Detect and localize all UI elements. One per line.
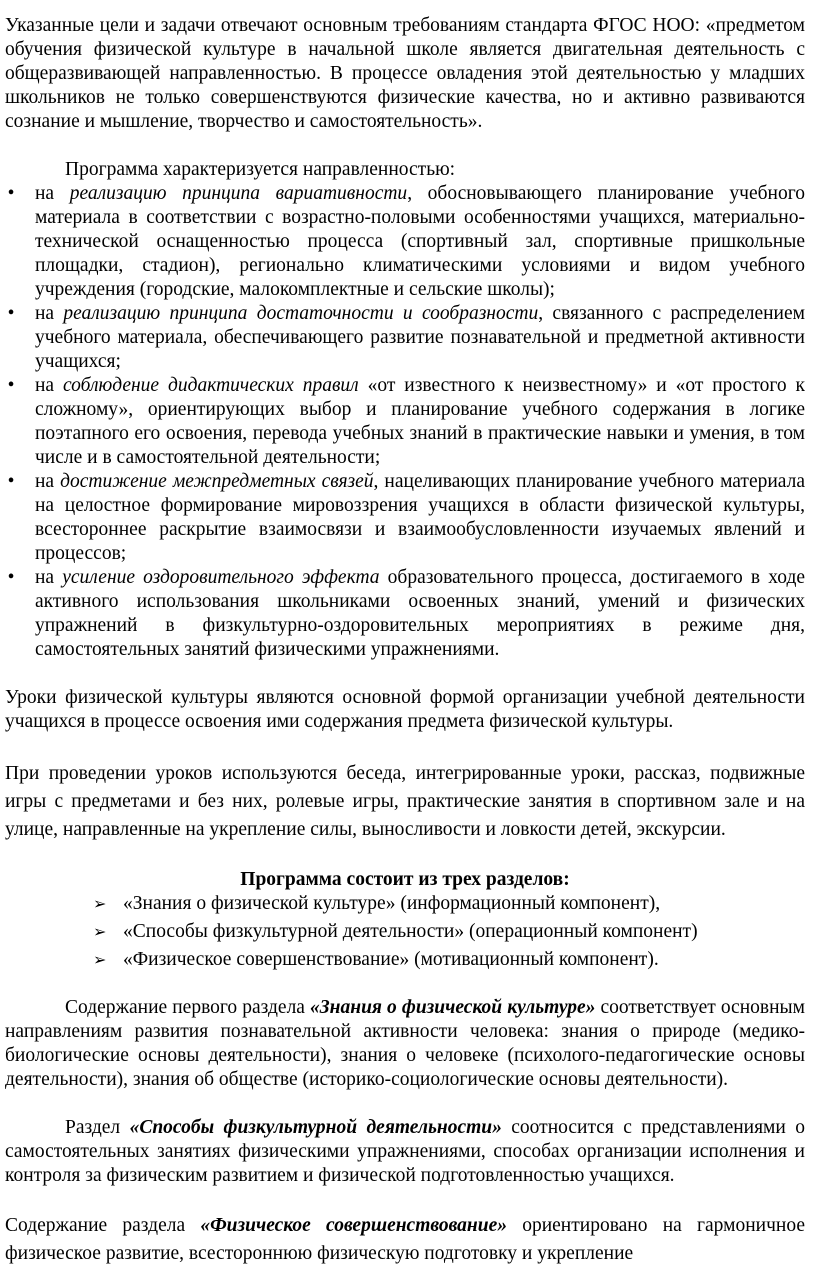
list-item: • на соблюдение дидактических правил «от известного к неизвестному» и «от простого к сложному», ориентирующих выбор и планирование учебного содержания в логике поэтапного его освоения, перевода учебных знаний в практические навыки и умения, в том числе и в самостоятельной деятельности; bbox=[5, 374, 805, 470]
arrow-bullet-icon: ➢ bbox=[93, 922, 107, 941]
arrow-bullet-icon: ➢ bbox=[93, 950, 107, 969]
list-item: • на реализацию принципа достаточности и сообразности, связанного с распределением учебного материала, обеспечивающего развитие познавательной и предметной активности учащихся; bbox=[5, 302, 805, 374]
paragraph-section-perfection: Содержание раздела «Физическое совершенствование» ориентировано на гармоничное физическое развитие, всестороннюю физическую подготовку и укрепление bbox=[5, 1215, 805, 1264]
bullet-icon: • bbox=[7, 183, 15, 204]
sections-heading: Программа состоит из трех разделов: bbox=[240, 869, 570, 890]
document-page bbox=[5, 0, 805, 1268]
focus-list bbox=[5, 182, 805, 662]
list-item: ➢ «Знания о физической культуре» (информационный компонент), bbox=[93, 893, 661, 914]
sections-list bbox=[5, 892, 805, 972]
bullet-icon: • bbox=[7, 471, 15, 492]
paragraph-lesson-methods: При проведении уроков используются беседа, интегрированные уроки, рассказ, подвижные игры с предметами и без них, ролевые игры, практические занятия в спортивном зале и на улице, направленные на укрепление силы, выносливости и ловкости детей, экскурсии. bbox=[5, 763, 805, 840]
paragraph-goals: Указанные цели и задачи отвечают основным требованиям стандарта ФГОС НОО: «предметом обучения физической культуре в начальной школе является двигательная деятельность с общеразвивающей направленностью. В процессе овладения этой деятельностью у младших школьников не только совершенствуются физические качества, но и активно развиваются сознание и мышление, творчество и самостоятельность». bbox=[5, 15, 805, 132]
paragraph-section-knowledge: Содержание первого раздела «Знания о физической культуре» соответствует основным направлениям развития познавательной активности человека: знания о природе (медико-биологические основы деятельности), знания о человеке (психолого-педагогические основы деятельности), знания об обществе (историко-социологические основы деятельности). bbox=[5, 997, 805, 1090]
list-item: • на усиление оздоровительного эффекта образовательного процесса, достигаемого в ходе активного использования школьниками освоенных знаний, умений и физических упражнений в физкультурно-оздоровительных мероприятиях в режиме дня, самостоятельных занятий физическими упражнениями. bbox=[5, 566, 805, 662]
bullet-icon: • bbox=[7, 375, 15, 396]
list-item: ➢ «Способы физкультурной деятельности» (операционный компонент) bbox=[93, 921, 698, 942]
list-item: • на достижение межпредметных связей, нацеливающих планирование учебного материала на целостное формирование мировоззрения учащихся в области физической культуры, всестороннее раскрытие взаимосвязи и взаимообусловленности изучаемых явлений и процессов; bbox=[5, 470, 805, 566]
paragraph-section-methods: Раздел «Способы физкультурной деятельности» соотносится с представлениями о самостоятельных занятиях физическими упражнениями, способах организации исполнения и контроля за физическим развитием и физической подготовленностью учащихся. bbox=[5, 1117, 805, 1186]
list-item: ➢ «Физическое совершенствование» (мотивационный компонент). bbox=[93, 949, 659, 970]
arrow-bullet-icon: ➢ bbox=[93, 894, 107, 913]
list-item: • на реализацию принципа вариативности, обосновывающего планирование учебного материала в соответствии с возрастно-половыми особенностями учащихся, материально-технической оснащенностью процесса (спортивный зал, спортивные пришкольные площадки, стадион), регионально климатическими условиями и видом учебного учреждения (городские, малокомплектные и сельские школы); bbox=[5, 182, 805, 302]
paragraph-lessons: Уроки физической культуры являются основной формой организации учебной деятельности учащихся в процессе освоения ими содержания предмета физической культуры. bbox=[5, 687, 805, 732]
bullet-icon: • bbox=[7, 303, 15, 324]
bullet-icon: • bbox=[7, 567, 15, 588]
paragraph-program-focus: Программа характеризуется направленностью: bbox=[65, 159, 456, 180]
